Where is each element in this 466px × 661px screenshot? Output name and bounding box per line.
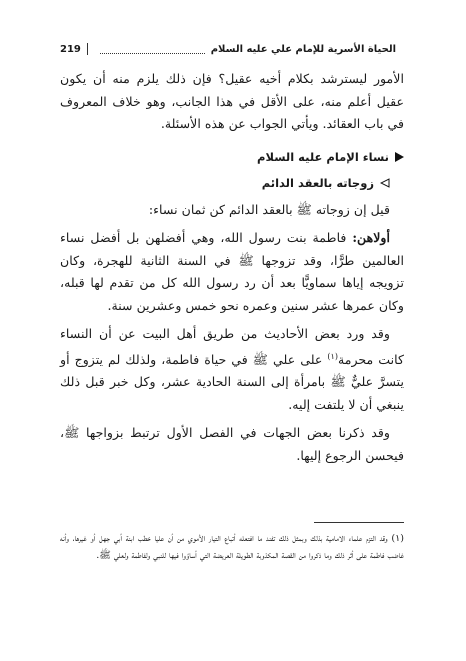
outline-triangle-icon — [380, 178, 390, 188]
header-separator — [87, 43, 88, 55]
header-dot-leader — [100, 45, 205, 54]
paragraph-4-text-a: وقد ورد بعض الأحاديث من طريق أهل البيت عن أن النساء كانت محرمة — [60, 326, 405, 367]
footnote: (١) وقد التزم علماء الامامية بذلك وبمثل ذلك تفند ما افتعله أتباع التيار الأموي من أن عليا خطب ابنة أبي جهل أو غيرها، وأنه غاضب فاطمة على أثر ذلك وما ذكروا من القصة المكذوبة الطويلة العريضة التي أساؤوا فيها للنبي ولفاطمة ولعلي ﷺ. — [60, 533, 404, 561]
footnote-divider — [314, 522, 404, 523]
page-number: 219 — [60, 43, 81, 55]
paragraph-2: قيل إن زوجاته ﷺ بالعقد الدائم كن ثمان نساء: — [148, 201, 390, 217]
paragraph-3-lead: أولاهن: — [352, 230, 390, 245]
solid-triangle-icon — [395, 152, 404, 162]
footnote-reference[interactable]: (١) — [327, 351, 338, 361]
paragraph-4-text-b: على علي ﷺ في حياة فاطمة، ولذلك لم يتزوج أو يتسرَّ عليٌّ ﷺ بامرأة إلى السنة الحادية عشر، وكل خبر قبل ذلك ينبغي أن لا يلتفت إليه. — [60, 351, 404, 412]
paragraph-3-text: فاطمة بنت رسول الله، وهي أفضلهن بل أفضل نساء العالمين طرًّا، وقد تزوجها ﷺ في السنة الثانية للهجرة، وكان تزويجه إياها سماويًّا بعد أن رد رسول الله كل من تقدم لها قبله، وكان عمرها عشر سنين وعمره نحو خمس وعشرين سنة. — [60, 230, 404, 313]
heading-permanent-marriage-text: زوجاته بالعقد الدائم — [261, 176, 374, 190]
heading-wives-text: نساء الإمام عليه السلام — [257, 149, 389, 164]
body-text — [60, 68, 404, 467]
header-title: الحياة الأسرية للإمام علي عليه السلام — [210, 43, 396, 55]
heading-wives — [60, 146, 404, 169]
paragraph-4 — [60, 323, 404, 416]
heading-permanent-marriage — [60, 172, 390, 195]
running-header — [60, 40, 396, 58]
paragraph-3 — [60, 227, 404, 317]
paragraph-1: الأمور ليسترشد بكلام أخيه عقيل؟ فإن ذلك يلزم منه أن يكون عقيل أعلم منه، على الأقل في هذا الجانب، وهو خلاف المعروف في باب العقائد. ويأتي الجواب عن هذه الأسئلة. — [60, 71, 404, 131]
paragraph-5: وقد ذكرنا بعض الجهات في الفصل الأول ترتبط بزواجها ﷺ، فيحسن الرجوع إليها. — [60, 425, 404, 463]
